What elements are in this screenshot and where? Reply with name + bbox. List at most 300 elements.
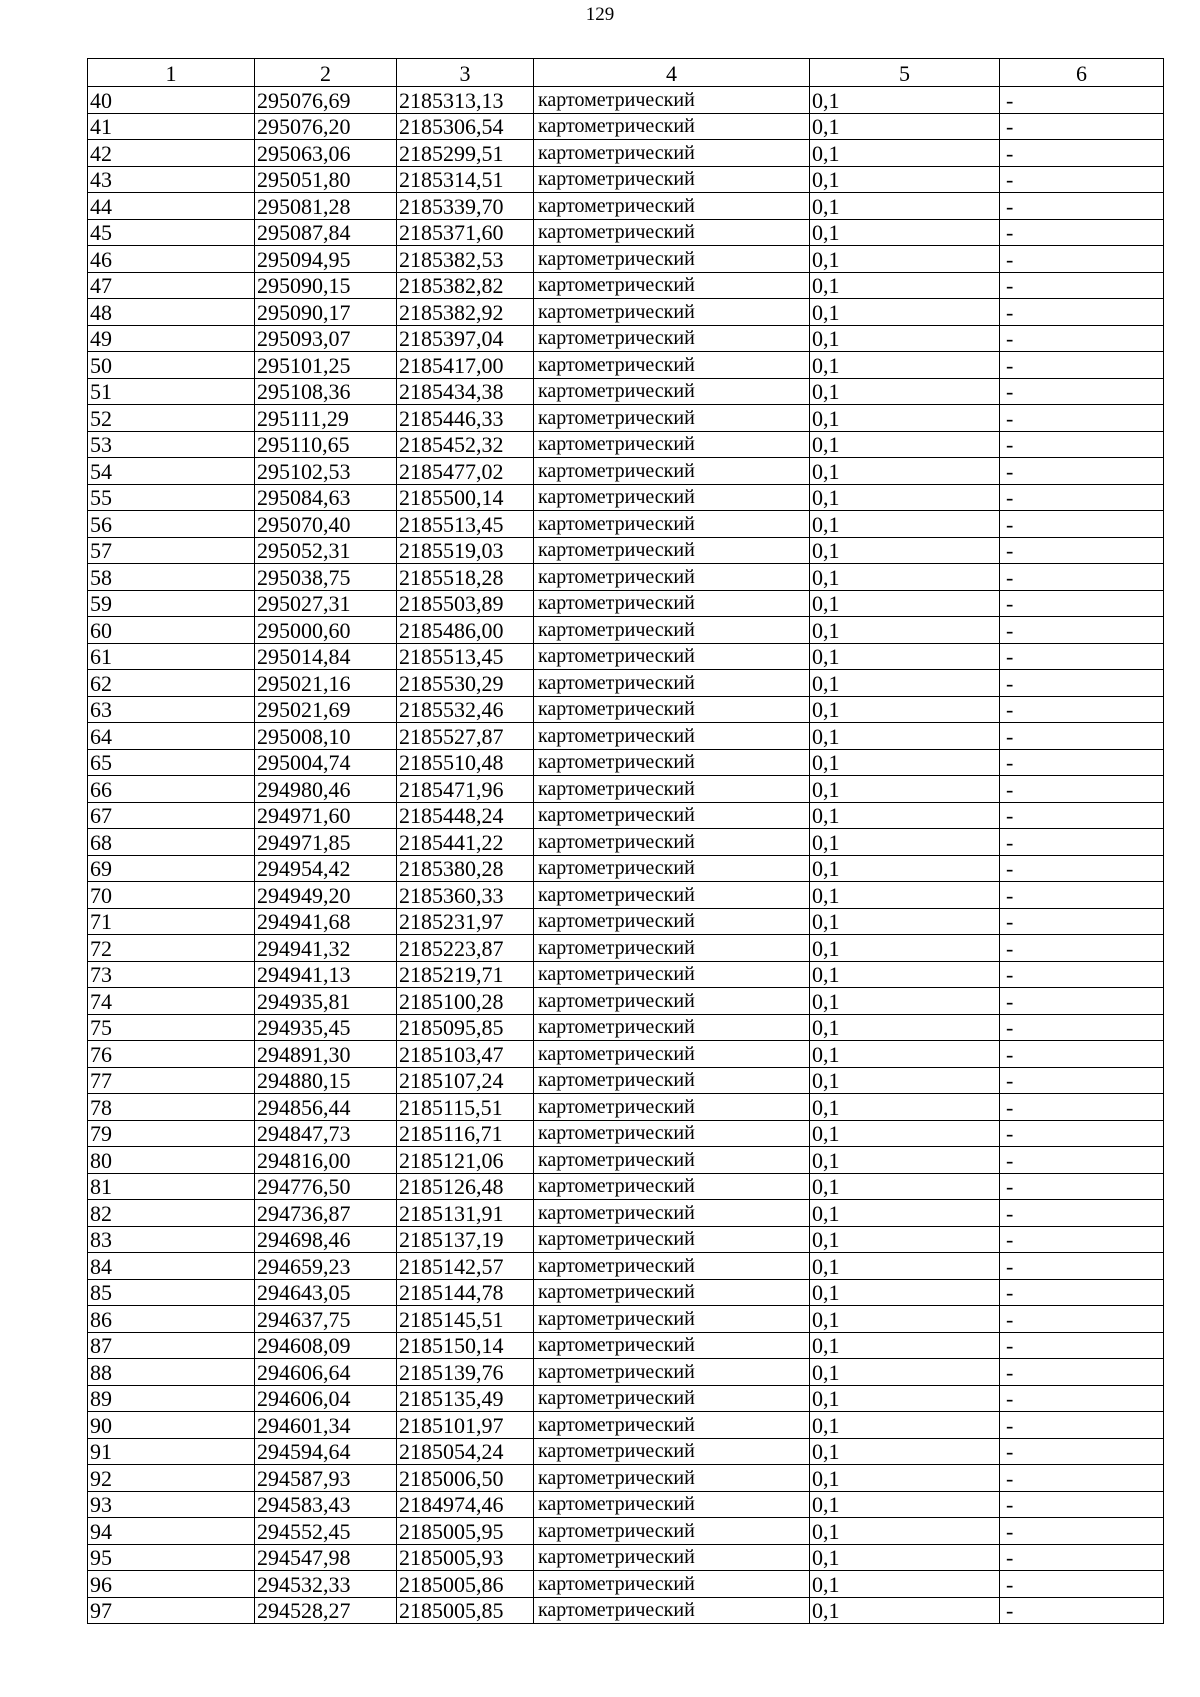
x-coordinate-cell: 295102,53 — [255, 458, 397, 485]
accuracy-cell: 0,1 — [810, 1067, 1000, 1094]
accuracy-cell: 0,1 — [810, 723, 1000, 750]
table-row — [88, 696, 1164, 723]
table-row — [88, 484, 1164, 511]
method-cell: картометрический — [534, 617, 810, 644]
x-coordinate-cell: 295063,06 — [255, 140, 397, 167]
accuracy-cell: 0,1 — [810, 166, 1000, 193]
accuracy-cell: 0,1 — [810, 405, 1000, 432]
column-header: 1 — [88, 59, 255, 87]
method-cell: картометрический — [534, 1120, 810, 1147]
table-row — [88, 1173, 1164, 1200]
point-number-cell: 78 — [88, 1094, 255, 1121]
x-coordinate-cell: 294816,00 — [255, 1147, 397, 1174]
x-coordinate-cell: 294606,64 — [255, 1359, 397, 1386]
y-coordinate-cell: 2185434,38 — [397, 378, 534, 405]
x-coordinate-cell: 294528,27 — [255, 1597, 397, 1624]
point-number-cell: 73 — [88, 961, 255, 988]
x-coordinate-cell: 295052,31 — [255, 537, 397, 564]
x-coordinate-cell: 294941,32 — [255, 935, 397, 962]
table-row — [88, 564, 1164, 591]
accuracy-cell: 0,1 — [810, 829, 1000, 856]
y-coordinate-cell: 2185477,02 — [397, 458, 534, 485]
y-coordinate-cell: 2185223,87 — [397, 935, 534, 962]
x-coordinate-cell: 294880,15 — [255, 1067, 397, 1094]
note-cell: - — [1000, 882, 1164, 909]
note-cell: - — [1000, 299, 1164, 326]
y-coordinate-cell: 2185518,28 — [397, 564, 534, 591]
table-row — [88, 87, 1164, 114]
note-cell: - — [1000, 87, 1164, 114]
point-number-cell: 94 — [88, 1518, 255, 1545]
y-coordinate-cell: 2185299,51 — [397, 140, 534, 167]
note-cell: - — [1000, 829, 1164, 856]
note-cell: - — [1000, 1571, 1164, 1598]
accuracy-cell: 0,1 — [810, 113, 1000, 140]
table-row — [88, 1571, 1164, 1598]
table-row — [88, 378, 1164, 405]
method-cell: картометрический — [534, 670, 810, 697]
point-number-cell: 45 — [88, 219, 255, 246]
table-row — [88, 802, 1164, 829]
coordinates-table — [87, 58, 1164, 1624]
y-coordinate-cell: 2185397,04 — [397, 325, 534, 352]
method-cell: картометрический — [534, 325, 810, 352]
accuracy-cell: 0,1 — [810, 193, 1000, 220]
table-row — [88, 193, 1164, 220]
accuracy-cell: 0,1 — [810, 643, 1000, 670]
table-row — [88, 855, 1164, 882]
point-number-cell: 68 — [88, 829, 255, 856]
accuracy-cell: 0,1 — [810, 1014, 1000, 1041]
accuracy-cell: 0,1 — [810, 776, 1000, 803]
x-coordinate-cell: 294608,09 — [255, 1332, 397, 1359]
table-row — [88, 1094, 1164, 1121]
point-number-cell: 95 — [88, 1544, 255, 1571]
method-cell: картометрический — [534, 1094, 810, 1121]
note-cell: - — [1000, 988, 1164, 1015]
point-number-cell: 88 — [88, 1359, 255, 1386]
x-coordinate-cell: 294856,44 — [255, 1094, 397, 1121]
y-coordinate-cell: 2185382,82 — [397, 272, 534, 299]
method-cell: картометрический — [534, 1491, 810, 1518]
note-cell: - — [1000, 1412, 1164, 1439]
point-number-cell: 61 — [88, 643, 255, 670]
point-number-cell: 43 — [88, 166, 255, 193]
accuracy-cell: 0,1 — [810, 670, 1000, 697]
point-number-cell: 82 — [88, 1200, 255, 1227]
y-coordinate-cell: 2185121,06 — [397, 1147, 534, 1174]
accuracy-cell: 0,1 — [810, 1359, 1000, 1386]
x-coordinate-cell: 294971,60 — [255, 802, 397, 829]
method-cell: картометрический — [534, 802, 810, 829]
table-body — [88, 59, 1164, 1624]
accuracy-cell: 0,1 — [810, 1332, 1000, 1359]
table-row — [88, 590, 1164, 617]
point-number-cell: 96 — [88, 1571, 255, 1598]
y-coordinate-cell: 2185503,89 — [397, 590, 534, 617]
accuracy-cell: 0,1 — [810, 1571, 1000, 1598]
method-cell: картометрический — [534, 1465, 810, 1492]
note-cell: - — [1000, 1279, 1164, 1306]
note-cell: - — [1000, 166, 1164, 193]
note-cell: - — [1000, 1306, 1164, 1333]
accuracy-cell: 0,1 — [810, 1518, 1000, 1545]
note-cell: - — [1000, 537, 1164, 564]
point-number-cell: 64 — [88, 723, 255, 750]
y-coordinate-cell: 2185116,71 — [397, 1120, 534, 1147]
point-number-cell: 74 — [88, 988, 255, 1015]
x-coordinate-cell: 295038,75 — [255, 564, 397, 591]
note-cell: - — [1000, 564, 1164, 591]
accuracy-cell: 0,1 — [810, 272, 1000, 299]
point-number-cell: 69 — [88, 855, 255, 882]
note-cell: - — [1000, 643, 1164, 670]
accuracy-cell: 0,1 — [810, 1597, 1000, 1624]
method-cell: картометрический — [534, 272, 810, 299]
note-cell: - — [1000, 1120, 1164, 1147]
point-number-cell: 93 — [88, 1491, 255, 1518]
x-coordinate-cell: 295070,40 — [255, 511, 397, 538]
accuracy-cell: 0,1 — [810, 1279, 1000, 1306]
column-header: 2 — [255, 59, 397, 87]
note-cell: - — [1000, 246, 1164, 273]
y-coordinate-cell: 2185441,22 — [397, 829, 534, 856]
table-row — [88, 988, 1164, 1015]
accuracy-cell: 0,1 — [810, 590, 1000, 617]
y-coordinate-cell: 2185131,91 — [397, 1200, 534, 1227]
method-cell: картометрический — [534, 140, 810, 167]
y-coordinate-cell: 2185382,53 — [397, 246, 534, 273]
table-row — [88, 166, 1164, 193]
accuracy-cell: 0,1 — [810, 1465, 1000, 1492]
y-coordinate-cell: 2185313,13 — [397, 87, 534, 114]
accuracy-cell: 0,1 — [810, 696, 1000, 723]
y-coordinate-cell: 2185150,14 — [397, 1332, 534, 1359]
x-coordinate-cell: 294637,75 — [255, 1306, 397, 1333]
accuracy-cell: 0,1 — [810, 140, 1000, 167]
y-coordinate-cell: 2185513,45 — [397, 511, 534, 538]
table-row — [88, 1518, 1164, 1545]
point-number-cell: 51 — [88, 378, 255, 405]
table-row — [88, 935, 1164, 962]
x-coordinate-cell: 294698,46 — [255, 1226, 397, 1253]
method-cell: картометрический — [534, 1544, 810, 1571]
point-number-cell: 75 — [88, 1014, 255, 1041]
method-cell: картометрический — [534, 219, 810, 246]
point-number-cell: 90 — [88, 1412, 255, 1439]
method-cell: картометрический — [534, 723, 810, 750]
note-cell: - — [1000, 219, 1164, 246]
point-number-cell: 81 — [88, 1173, 255, 1200]
y-coordinate-cell: 2185500,14 — [397, 484, 534, 511]
method-cell: картометрический — [534, 643, 810, 670]
accuracy-cell: 0,1 — [810, 458, 1000, 485]
x-coordinate-cell: 294949,20 — [255, 882, 397, 909]
accuracy-cell: 0,1 — [810, 219, 1000, 246]
method-cell: картометрический — [534, 1359, 810, 1386]
x-coordinate-cell: 295101,25 — [255, 352, 397, 379]
y-coordinate-cell: 2185095,85 — [397, 1014, 534, 1041]
accuracy-cell: 0,1 — [810, 882, 1000, 909]
column-header: 3 — [397, 59, 534, 87]
note-cell: - — [1000, 1597, 1164, 1624]
point-number-cell: 50 — [88, 352, 255, 379]
method-cell: картометрический — [534, 749, 810, 776]
x-coordinate-cell: 295111,29 — [255, 405, 397, 432]
accuracy-cell: 0,1 — [810, 564, 1000, 591]
method-cell: картометрический — [534, 882, 810, 909]
point-number-cell: 55 — [88, 484, 255, 511]
method-cell: картометрический — [534, 908, 810, 935]
x-coordinate-cell: 295021,69 — [255, 696, 397, 723]
point-number-cell: 72 — [88, 935, 255, 962]
note-cell: - — [1000, 1385, 1164, 1412]
y-coordinate-cell: 2185446,33 — [397, 405, 534, 432]
x-coordinate-cell: 294847,73 — [255, 1120, 397, 1147]
note-cell: - — [1000, 1147, 1164, 1174]
x-coordinate-cell: 294643,05 — [255, 1279, 397, 1306]
table-row — [88, 1014, 1164, 1041]
y-coordinate-cell: 2185115,51 — [397, 1094, 534, 1121]
method-cell: картометрический — [534, 1597, 810, 1624]
method-cell: картометрический — [534, 1438, 810, 1465]
accuracy-cell: 0,1 — [810, 1094, 1000, 1121]
point-number-cell: 63 — [88, 696, 255, 723]
table-row — [88, 1120, 1164, 1147]
table-row — [88, 219, 1164, 246]
accuracy-cell: 0,1 — [810, 1041, 1000, 1068]
note-cell: - — [1000, 1014, 1164, 1041]
x-coordinate-cell: 295090,17 — [255, 299, 397, 326]
accuracy-cell: 0,1 — [810, 961, 1000, 988]
note-cell: - — [1000, 458, 1164, 485]
y-coordinate-cell: 2185103,47 — [397, 1041, 534, 1068]
point-number-cell: 49 — [88, 325, 255, 352]
table-row — [88, 431, 1164, 458]
y-coordinate-cell: 2185471,96 — [397, 776, 534, 803]
method-cell: картометрический — [534, 193, 810, 220]
point-number-cell: 80 — [88, 1147, 255, 1174]
accuracy-cell: 0,1 — [810, 1253, 1000, 1280]
note-cell: - — [1000, 405, 1164, 432]
point-number-cell: 42 — [88, 140, 255, 167]
note-cell: - — [1000, 617, 1164, 644]
accuracy-cell: 0,1 — [810, 537, 1000, 564]
method-cell: картометрический — [534, 1412, 810, 1439]
y-coordinate-cell: 2185339,70 — [397, 193, 534, 220]
note-cell: - — [1000, 1491, 1164, 1518]
point-number-cell: 97 — [88, 1597, 255, 1624]
table-row — [88, 670, 1164, 697]
accuracy-cell: 0,1 — [810, 1226, 1000, 1253]
table-row — [88, 1544, 1164, 1571]
accuracy-cell: 0,1 — [810, 511, 1000, 538]
accuracy-cell: 0,1 — [810, 378, 1000, 405]
x-coordinate-cell: 295051,80 — [255, 166, 397, 193]
table-row — [88, 272, 1164, 299]
method-cell: картометрический — [534, 1147, 810, 1174]
method-cell: картометрический — [534, 1385, 810, 1412]
y-coordinate-cell: 2185219,71 — [397, 961, 534, 988]
x-coordinate-cell: 295014,84 — [255, 643, 397, 670]
method-cell: картометрический — [534, 166, 810, 193]
y-coordinate-cell: 2185144,78 — [397, 1279, 534, 1306]
y-coordinate-cell: 2185452,32 — [397, 431, 534, 458]
point-number-cell: 59 — [88, 590, 255, 617]
note-cell: - — [1000, 696, 1164, 723]
note-cell: - — [1000, 749, 1164, 776]
point-number-cell: 58 — [88, 564, 255, 591]
point-number-cell: 89 — [88, 1385, 255, 1412]
point-number-cell: 57 — [88, 537, 255, 564]
note-cell: - — [1000, 1200, 1164, 1227]
accuracy-cell: 0,1 — [810, 87, 1000, 114]
point-number-cell: 54 — [88, 458, 255, 485]
point-number-cell: 48 — [88, 299, 255, 326]
table-row — [88, 246, 1164, 273]
table-row — [88, 511, 1164, 538]
table-row — [88, 1597, 1164, 1624]
x-coordinate-cell: 295076,20 — [255, 113, 397, 140]
table-row — [88, 723, 1164, 750]
point-number-cell: 83 — [88, 1226, 255, 1253]
y-coordinate-cell: 2185306,54 — [397, 113, 534, 140]
x-coordinate-cell: 295090,15 — [255, 272, 397, 299]
table-row — [88, 882, 1164, 909]
method-cell: картометрический — [534, 458, 810, 485]
method-cell: картометрический — [534, 1279, 810, 1306]
note-cell: - — [1000, 193, 1164, 220]
table-row — [88, 1491, 1164, 1518]
table-row — [88, 325, 1164, 352]
accuracy-cell: 0,1 — [810, 908, 1000, 935]
accuracy-cell: 0,1 — [810, 1120, 1000, 1147]
table-row — [88, 908, 1164, 935]
y-coordinate-cell: 2185513,45 — [397, 643, 534, 670]
y-coordinate-cell: 2185527,87 — [397, 723, 534, 750]
table-row — [88, 140, 1164, 167]
x-coordinate-cell: 294941,68 — [255, 908, 397, 935]
x-coordinate-cell: 294971,85 — [255, 829, 397, 856]
table-header-row — [88, 59, 1164, 87]
point-number-cell: 79 — [88, 1120, 255, 1147]
accuracy-cell: 0,1 — [810, 617, 1000, 644]
x-coordinate-cell: 294583,43 — [255, 1491, 397, 1518]
y-coordinate-cell: 2185005,85 — [397, 1597, 534, 1624]
x-coordinate-cell: 295000,60 — [255, 617, 397, 644]
table-row — [88, 643, 1164, 670]
table-row — [88, 458, 1164, 485]
note-cell: - — [1000, 113, 1164, 140]
x-coordinate-cell: 294736,87 — [255, 1200, 397, 1227]
point-number-cell: 70 — [88, 882, 255, 909]
x-coordinate-cell: 294659,23 — [255, 1253, 397, 1280]
note-cell: - — [1000, 1465, 1164, 1492]
method-cell: картометрический — [534, 590, 810, 617]
point-number-cell: 66 — [88, 776, 255, 803]
method-cell: картометрический — [534, 696, 810, 723]
method-cell: картометрический — [534, 113, 810, 140]
accuracy-cell: 0,1 — [810, 431, 1000, 458]
y-coordinate-cell: 2185530,29 — [397, 670, 534, 697]
point-number-cell: 91 — [88, 1438, 255, 1465]
method-cell: картометрический — [534, 378, 810, 405]
method-cell: картометрический — [534, 855, 810, 882]
column-header: 5 — [810, 59, 1000, 87]
y-coordinate-cell: 2185107,24 — [397, 1067, 534, 1094]
point-number-cell: 77 — [88, 1067, 255, 1094]
method-cell: картометрический — [534, 1518, 810, 1545]
note-cell: - — [1000, 670, 1164, 697]
y-coordinate-cell: 2185006,50 — [397, 1465, 534, 1492]
table-row — [88, 1279, 1164, 1306]
table-row — [88, 1041, 1164, 1068]
table-row — [88, 352, 1164, 379]
note-cell: - — [1000, 1226, 1164, 1253]
point-number-cell: 92 — [88, 1465, 255, 1492]
point-number-cell: 85 — [88, 1279, 255, 1306]
method-cell: картометрический — [534, 299, 810, 326]
x-coordinate-cell: 294594,64 — [255, 1438, 397, 1465]
note-cell: - — [1000, 1173, 1164, 1200]
method-cell: картометрический — [534, 246, 810, 273]
y-coordinate-cell: 2185145,51 — [397, 1306, 534, 1333]
x-coordinate-cell: 295004,74 — [255, 749, 397, 776]
note-cell: - — [1000, 1518, 1164, 1545]
page-number: 129 — [585, 4, 615, 25]
y-coordinate-cell: 2185486,00 — [397, 617, 534, 644]
method-cell: картометрический — [534, 431, 810, 458]
accuracy-cell: 0,1 — [810, 1491, 1000, 1518]
x-coordinate-cell: 294941,13 — [255, 961, 397, 988]
y-coordinate-cell: 2185519,03 — [397, 537, 534, 564]
accuracy-cell: 0,1 — [810, 855, 1000, 882]
note-cell: - — [1000, 272, 1164, 299]
note-cell: - — [1000, 723, 1164, 750]
method-cell: картометрический — [534, 537, 810, 564]
table-row — [88, 1253, 1164, 1280]
note-cell: - — [1000, 484, 1164, 511]
method-cell: картометрический — [534, 1014, 810, 1041]
accuracy-cell: 0,1 — [810, 935, 1000, 962]
x-coordinate-cell: 294532,33 — [255, 1571, 397, 1598]
y-coordinate-cell: 2185135,49 — [397, 1385, 534, 1412]
method-cell: картометрический — [534, 1226, 810, 1253]
x-coordinate-cell: 295108,36 — [255, 378, 397, 405]
point-number-cell: 87 — [88, 1332, 255, 1359]
method-cell: картометрический — [534, 484, 810, 511]
method-cell: картометрический — [534, 776, 810, 803]
accuracy-cell: 0,1 — [810, 352, 1000, 379]
y-coordinate-cell: 2185137,19 — [397, 1226, 534, 1253]
y-coordinate-cell: 2185314,51 — [397, 166, 534, 193]
point-number-cell: 52 — [88, 405, 255, 432]
method-cell: картометрический — [534, 1306, 810, 1333]
x-coordinate-cell: 294891,30 — [255, 1041, 397, 1068]
note-cell: - — [1000, 908, 1164, 935]
x-coordinate-cell: 294776,50 — [255, 1173, 397, 1200]
note-cell: - — [1000, 802, 1164, 829]
y-coordinate-cell: 2185380,28 — [397, 855, 534, 882]
point-number-cell: 60 — [88, 617, 255, 644]
accuracy-cell: 0,1 — [810, 1200, 1000, 1227]
note-cell: - — [1000, 431, 1164, 458]
accuracy-cell: 0,1 — [810, 988, 1000, 1015]
y-coordinate-cell: 2185382,92 — [397, 299, 534, 326]
x-coordinate-cell: 295008,10 — [255, 723, 397, 750]
note-cell: - — [1000, 935, 1164, 962]
note-cell: - — [1000, 511, 1164, 538]
